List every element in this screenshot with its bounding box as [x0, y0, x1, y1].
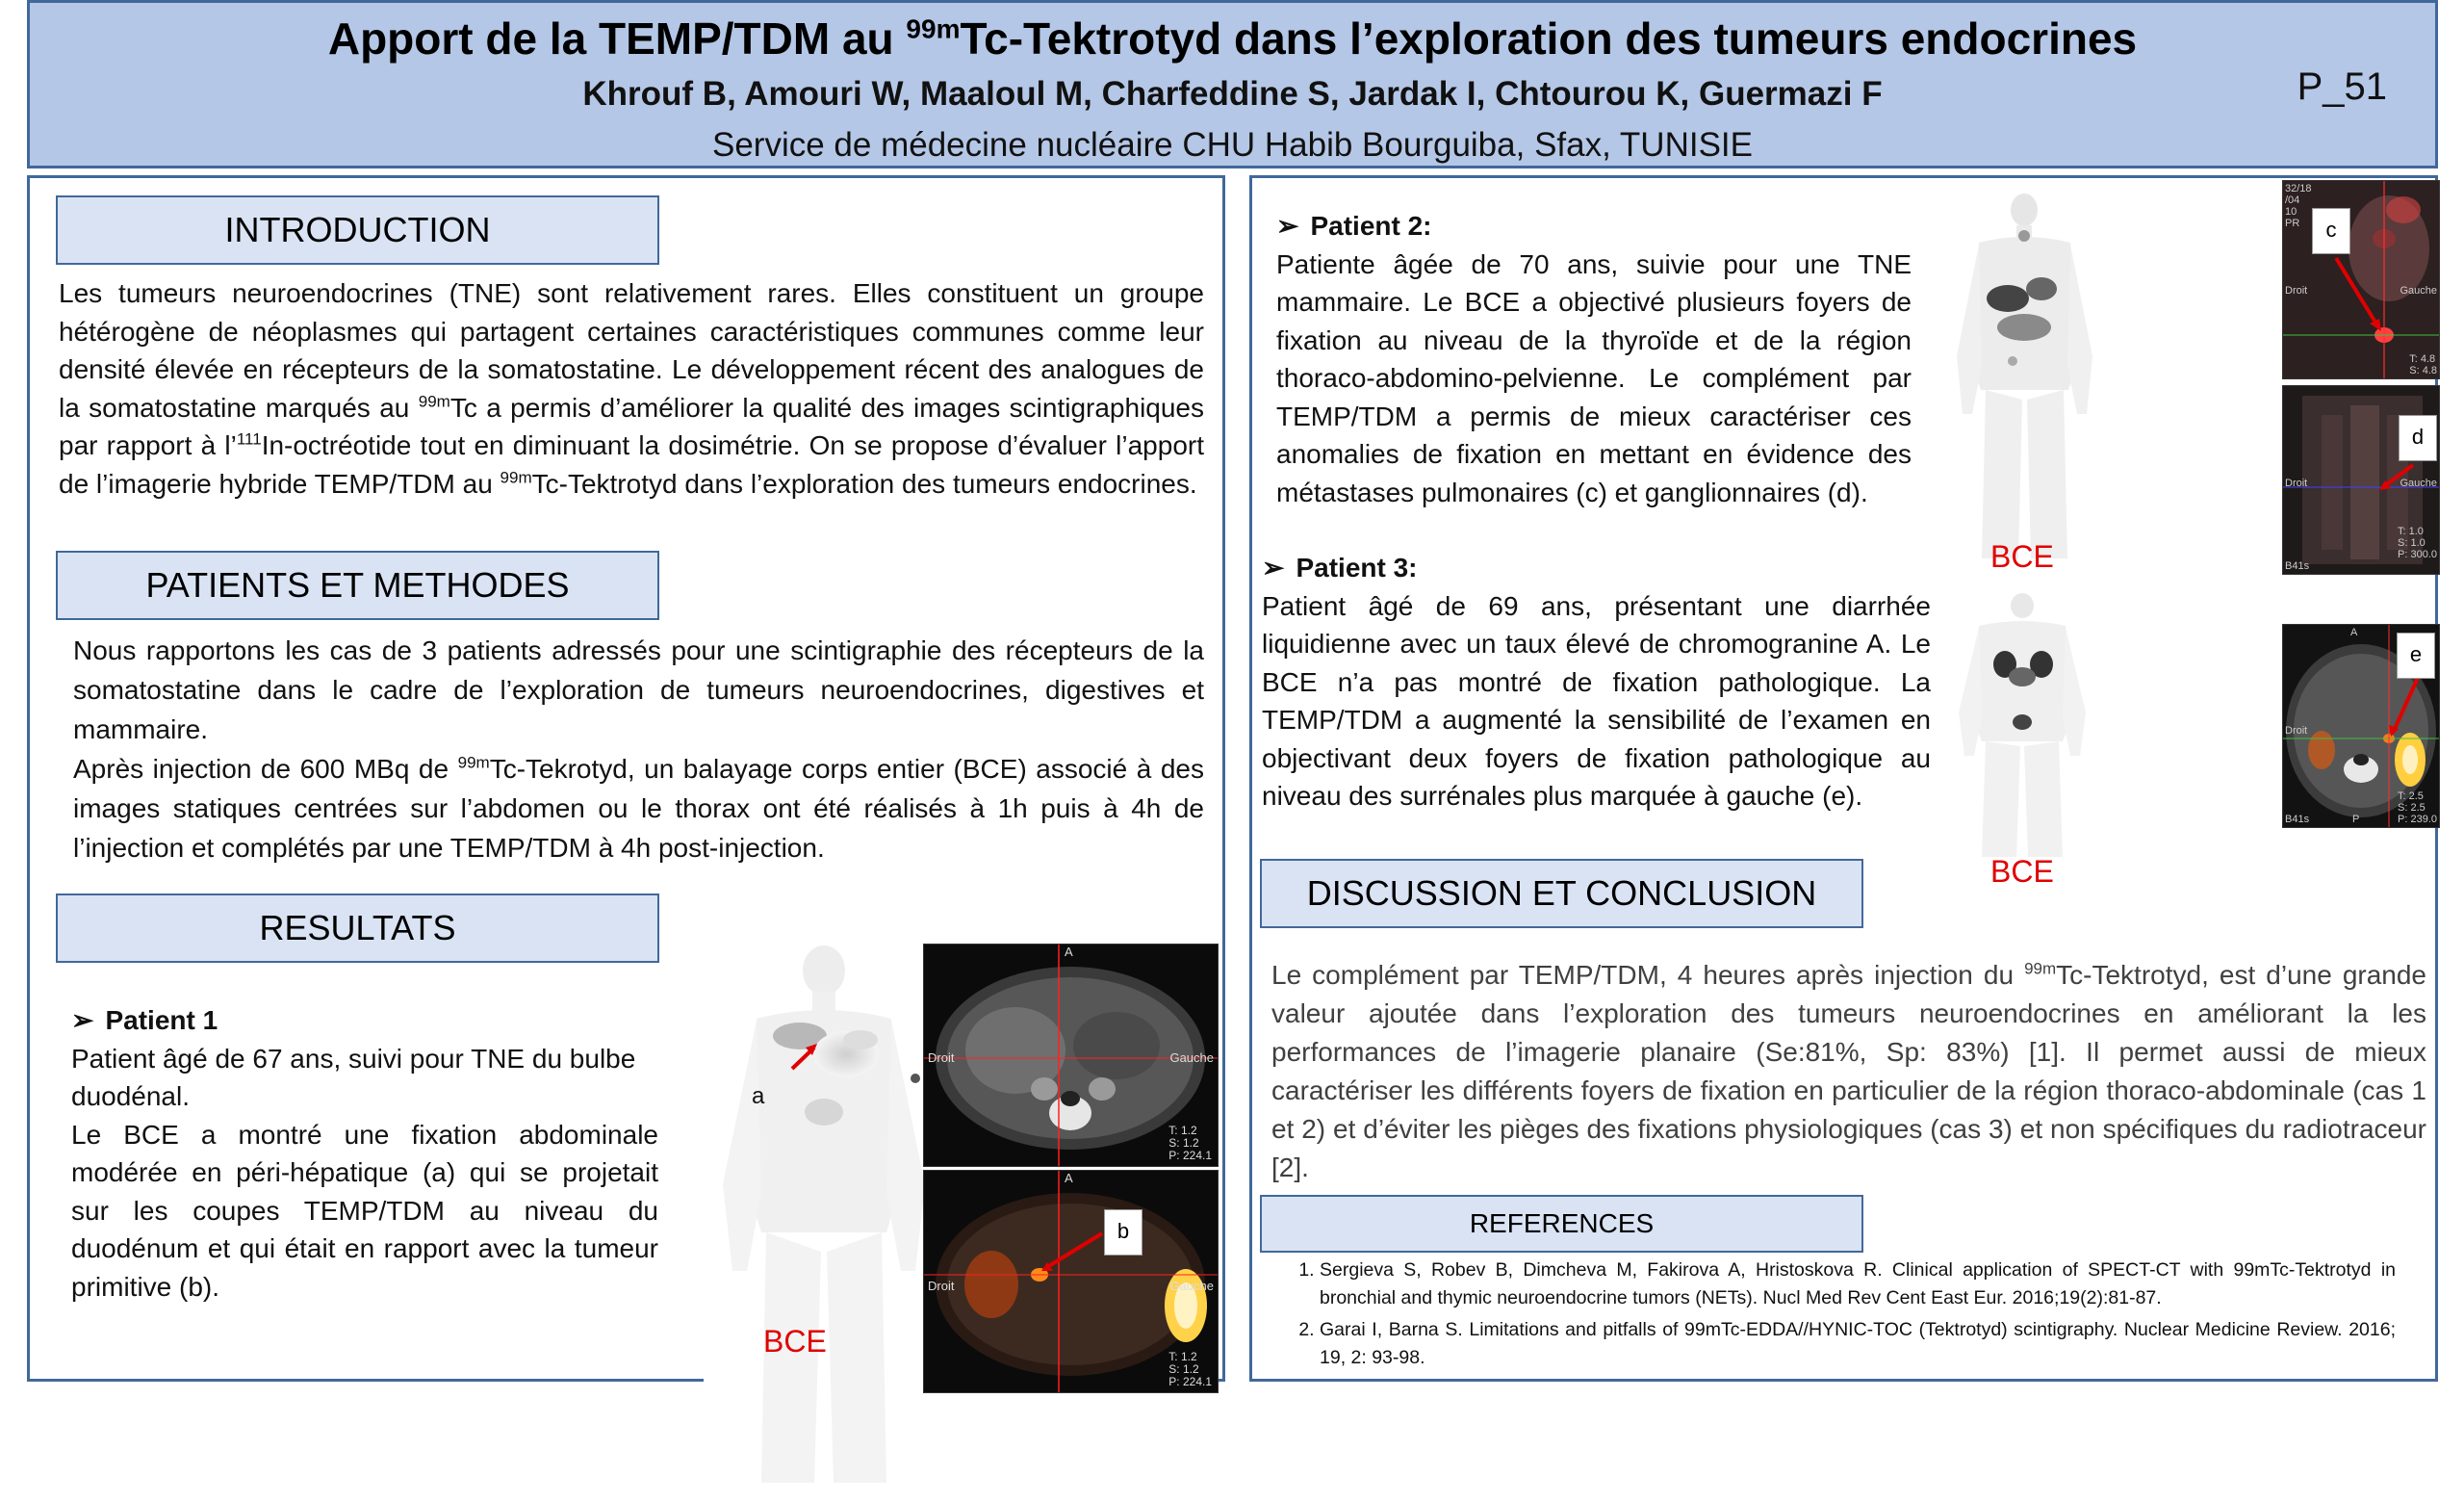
ct-b2-readout: T: 1.2 S: 1.2 P: 224.1 [1168, 1350, 1212, 1388]
reference-item: 1. Sergieva S, Robev B, Dimcheva M, Fakirova A, Hristoskova R. Clinical application of SPECT-CT with 99mTc-Tektrotyd in bronchial and thymic neuroendocrine tumors (NETs). Nucl Med Rev Cent East Eur. 2016;19(2):81-87. [1320, 1256, 2396, 1312]
ct-b2-top-letter: A [1065, 1171, 1073, 1185]
ct-d-right-side: Gauche [2400, 478, 2437, 489]
discussion-heading: DISCUSSION ET CONCLUSION [1260, 859, 1863, 928]
results-heading: RESULTATS [56, 893, 659, 963]
patient3-title: ➢ Patient 3: [1262, 553, 1418, 583]
ct-b2-right-side: Gauche [1169, 1279, 1214, 1293]
ct-e-readout: T: 2.5 S: 2.5 P: 239.0 [2398, 790, 2437, 825]
right-column [1249, 175, 2438, 1382]
patient2-text: ➢ Patient 2: Patiente âgée de 70 ans, suivie pour une TNE mammaire. Le BCE a objectivé plusieurs foyers de fixation au niveau de la thyroïde et de la région thoraco-abdomino-pelvienne. Le complément par TEMP/TDM a permis de mieux caractériser ces anomalies de fixation en mettant en évidence des métastases pulmonaires (c) et ganglionnaires (d). [1276, 207, 1912, 511]
ct-d-slice: B41s [2285, 560, 2310, 572]
patient1-ct-fused [923, 1170, 1219, 1393]
ct-b1-right-side: Gauche [1169, 1050, 1214, 1065]
ct-c-readout: T: 4.8 S: 4.8 [2409, 353, 2437, 376]
poster-authors: Khrouf B, Amouri W, Maaloul M, Charfeddine S, Jardak I, Chtourou K, Guermazi F [582, 75, 1883, 113]
tag-b: b [1104, 1209, 1142, 1256]
ct-e-slice: B41s [2285, 814, 2310, 825]
introduction-heading: INTRODUCTION [56, 195, 659, 265]
ct-e-top-letter: A [2350, 627, 2358, 638]
patient2-title: ➢ Patient 2: [1276, 211, 1432, 241]
patient1-text: ➢ Patient 1 Patient âgé de 67 ans, suivi pour TNE du bulbe duodénal. Le BCE a montré une fixation abdominale modérée en péri-hépatique (a) qui se projetait sur les coupes TEMP/TDM au niveau du duodénum et qui était en rapport avec la tumeur primitive (b). [71, 1001, 658, 1306]
patient1-title: ➢ Patient 1 [71, 1005, 218, 1035]
patient2-whole-body-scan [1945, 193, 2104, 568]
references-list [1289, 1256, 2396, 1376]
patient3-text: ➢ Patient 3: Patient âgé de 69 ans, présentant une diarrhée liquidienne avec un taux élevé de chromogranine A. Le BCE n’a pas montré de fixation pathologique. La TEMP/TDM a augmenté la sensibilité de l’examen en objectivant deux foyers de fixation pathologique au niveau des surrénales plus marquée à gauche (e). [1262, 549, 1931, 816]
ct-b2-left-side: Droit [928, 1279, 955, 1293]
patient3-bce-label: BCE [1990, 854, 2054, 889]
methods-heading: PATIENTS ET METHODES [56, 551, 659, 620]
tag-c: c [2312, 208, 2350, 254]
references-heading: REFERENCES [1260, 1195, 1863, 1253]
ct-d-readout: T: 1.0 S: 1.0 P: 300.0 [2398, 526, 2437, 560]
patient1-whole-body-scan [704, 944, 944, 1502]
patient3-whole-body-scan [1945, 592, 2099, 862]
ct-b1-top-letter: A [1065, 945, 1073, 959]
poster-title: Apport de la TEMP/TDM au $^{99m}$Tc-Tektrotyd dans l’exploration des tumeurs endocrines [327, 13, 2138, 64]
patient1-ct-axial [923, 944, 1219, 1167]
patient1-bce-label: BCE [763, 1324, 827, 1359]
discussion-text: Le complément par TEMP/TDM, 4 heures après injection du $^{99m}$Tc-Tektrotyd, est d’une grande valeur ajoutée dans l’exploration des tumeurs neuroendocrines en améliorant la les performances de l’imagerie planaire (Se:81%, Sp: 83%) [1]. Il permet aussi de mieux caractériser les différents foyers de fixation en particulier de la région thoraco-abdominale (cas 1 et 2) et d’éviter les pièges des fixations physiologiques (cas 3) et non spécifiques du radiotraceur [2]. [1271, 959, 2427, 1182]
poster-affiliation: Service de médecine nucléaire CHU Habib Bourguiba, Sfax, TUNISIE [712, 126, 1753, 164]
ct-c-topleft: 32/18 /04 10 PR [2285, 183, 2312, 229]
patient2-ct-c [2282, 180, 2440, 379]
introduction-text: Les tumeurs neuroendocrines (TNE) sont relativement rares. Elles constituent un groupe hétérogène de néoplasmes qui partagent certaines caractéristiques communes comme leur densité élevée en récepteurs de la somatostatine. Le développement récent des analogues de la somatostatine marqués au $^{99m}$Tc a permis d’améliorer la qualité des images scintigraphiques par rapport à l’$^{111}$In-octréotide tout en diminuant la dosimétrie. On se propose d’évaluer l’apport de l’imagerie hybride TEMP/TDM au $^{99m}$Tc-Tektrotyd dans l’exploration des tumeurs endocrines. [59, 278, 1205, 499]
methods-text: Nous rapportons les cas de 3 patients adressés pour une scintigraphie des récepteurs de la somatostatine dans le cadre de l’exploration de tumeurs neuroendocrines, digestives et mammaire. Après injection de 600 MBq de $^{99m}$Tc-Tekrotyd, un balayage corps entier (BCE) associé à des images statiques centrées sur l’abdomen ou le thorax ont été réalisés à 1h puis à 4h de l’injection et complétés par une TEMP/TDM à 4h post-injection. [73, 635, 1204, 863]
reference-item: 2. Garai I, Barna S. Limitations and pitfalls of 99mTc-EDDA//HYNIC-TOC (Tektrotyd) scintigraphy. Nuclear Medicine Review. 2016; 19, 2: 93-98. [1320, 1316, 2396, 1372]
ct-e-left-side: Droit [2285, 725, 2308, 737]
poster-id: P_51 [2297, 65, 2387, 108]
tag-e: e [2397, 633, 2435, 679]
ct-c-right-side: Gauche [2400, 285, 2437, 297]
ct-b1-left-side: Droit [928, 1050, 955, 1065]
ct-e-bottom-letter: P [2352, 814, 2360, 825]
tag-a-label: a [752, 1083, 765, 1109]
patient2-bce-label: BCE [1990, 539, 2054, 574]
tag-d: d [2399, 415, 2437, 461]
ct-c-left-side: Droit [2285, 285, 2308, 297]
poster-header [27, 0, 2438, 168]
patient2-ct-d [2282, 385, 2440, 575]
ct-d-left-side: Droit [2285, 478, 2308, 489]
left-column [27, 175, 1225, 1388]
patient3-ct-e [2282, 624, 2440, 828]
ct-b1-readout: T: 1.2 S: 1.2 P: 224.1 [1168, 1124, 1212, 1162]
